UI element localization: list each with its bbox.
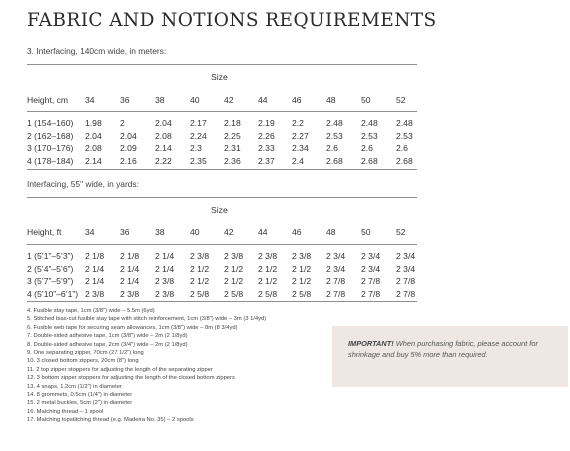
table-cell: 2.22 — [155, 156, 172, 166]
table-cell: 2 1/4 — [85, 264, 105, 274]
table-cell: 2.48 — [361, 118, 378, 128]
list-item: 4. Fusible stay tape, 1cm (3/8") wide – 5.5m (6yd) — [27, 308, 155, 314]
table-rule — [27, 244, 417, 245]
table-cell: 2.18 — [224, 118, 241, 128]
size-column-header: 52 — [396, 227, 406, 237]
table-cell: 2.68 — [326, 156, 343, 166]
table-cell: 2 3/8 — [292, 251, 312, 261]
table-cell: 2.04 — [155, 118, 172, 128]
table-rule — [27, 111, 417, 112]
table-cell: 2 1/2 — [190, 276, 210, 286]
table-cell: 2 1/8 — [120, 251, 140, 261]
size-column-header: 38 — [155, 95, 165, 105]
table-cell: 2 5/8 — [258, 289, 278, 299]
table-cell: 2 3/8 — [120, 289, 140, 299]
table-cell: 2.6 — [396, 143, 408, 153]
table-cell: 2.53 — [361, 131, 378, 141]
row-label: 3 (5’7”–5’9”) — [27, 276, 74, 286]
row-label: 2 (162–168) — [27, 131, 74, 141]
list-item: 13. 4 snaps, 1.2cm (1/2") in diameter — [27, 383, 122, 390]
table-rule — [27, 197, 417, 198]
table-cell: 2.14 — [155, 143, 172, 153]
table-cell: 2.25 — [224, 131, 241, 141]
table-cell: 2 3/8 — [155, 289, 175, 299]
size-column-header: 50 — [361, 227, 371, 237]
row-label: 3 (170–176) — [27, 143, 74, 153]
meters-table-caption: 3. Interfacing, 140cm wide, in meters: — [27, 46, 167, 56]
table-cell: 2 7/8 — [326, 289, 346, 299]
table-cell: 2 3/8 — [224, 251, 244, 261]
table-cell: 2 1/2 — [224, 276, 244, 286]
table-cell: 2.34 — [292, 143, 309, 153]
list-item: 11. 2 top zipper stoppers for adjusting the length of the separating zipper — [27, 366, 213, 373]
list-item: 12. 3 bottom zipper stoppers for adjusting the length of the closed bottom zippers — [27, 375, 235, 382]
table-rule — [27, 169, 417, 170]
size-header: Size — [211, 205, 228, 215]
size-column-header: 34 — [85, 95, 95, 105]
table-cell: 2.24 — [190, 131, 207, 141]
list-item: 5. Stitched bias-cut fusible stay tape with stitch reinforcement, 1cm (3/8") wide – 3m (3 1/4yd) — [27, 316, 267, 323]
table-cell: 2.31 — [224, 143, 241, 153]
table-cell: 2 3/8 — [155, 276, 175, 286]
table-cell: 2.35 — [190, 156, 207, 166]
size-column-header: 46 — [292, 95, 302, 105]
list-item: 17. Matching topstitching thread (e.g. Madeira No. 35) – 2 spools — [27, 417, 194, 424]
size-column-header: 40 — [190, 227, 200, 237]
yards-table-caption: Interfacing, 55" wide, in yards: — [27, 179, 139, 189]
important-note — [332, 326, 568, 387]
table-cell: 2.48 — [396, 118, 413, 128]
list-item: 15. 2 metal buckles, 5cm (2") in diameter — [27, 400, 133, 407]
table-cell: 2 1/4 — [155, 251, 175, 261]
table-cell: 2.08 — [85, 143, 102, 153]
table-cell: 2 — [120, 118, 125, 128]
size-column-header: 50 — [361, 95, 371, 105]
table-cell: 1.98 — [85, 118, 102, 128]
table-cell: 2 1/8 — [85, 251, 105, 261]
table-cell: 2 1/2 — [258, 264, 278, 274]
table-cell: 2 1/4 — [120, 276, 140, 286]
table-cell: 2 3/4 — [361, 251, 381, 261]
table-cell: 2 1/4 — [120, 264, 140, 274]
list-item: 14. 8 grommets, 0.5cm (1/4") in diameter — [27, 392, 133, 399]
size-column-header: 42 — [224, 227, 234, 237]
table-cell: 2 5/8 — [224, 289, 244, 299]
table-cell: 2 3/4 — [396, 264, 416, 274]
table-cell: 2 7/8 — [326, 276, 346, 286]
table-cell: 2.53 — [326, 131, 343, 141]
row-label: 1 (5’1”–5’3”) — [27, 251, 74, 261]
size-column-header: 44 — [258, 95, 268, 105]
size-column-header: 52 — [396, 95, 406, 105]
table-cell: 2 1/4 — [155, 264, 175, 274]
list-item: 9. One separating zipper, 70cm (27 1/2") long — [27, 350, 144, 357]
table-rule — [27, 301, 417, 302]
size-column-header: 34 — [85, 227, 95, 237]
list-item: 7. Double-sided adhesive tape, 1cm (3/8") wide – 2m (2 1/8yd) — [27, 333, 188, 340]
size-column-header: 48 — [326, 95, 336, 105]
table-cell: 2.16 — [120, 156, 137, 166]
table-cell: 2 3/4 — [396, 251, 416, 261]
table-cell: 2.48 — [326, 118, 343, 128]
table-cell: 2 7/8 — [361, 289, 381, 299]
table-cell: 2.3 — [190, 143, 202, 153]
table-cell: 2 3/8 — [190, 251, 210, 261]
size-header: Size — [211, 72, 228, 82]
notions-list — [27, 307, 266, 425]
table-cell: 2.27 — [292, 131, 309, 141]
table-cell: 2.33 — [258, 143, 275, 153]
size-column-header: 40 — [190, 95, 200, 105]
table-cell: 2.36 — [224, 156, 241, 166]
table-cell: 2 1/2 — [292, 264, 312, 274]
important-label: IMPORTANT! — [348, 339, 394, 348]
size-column-header: 44 — [258, 227, 268, 237]
list-item: 6. Fusible web tape for securing seam allowances, 1cm (3/8") wide – 8m (8 3/4yd) — [27, 324, 238, 331]
table-cell: 2.4 — [292, 156, 304, 166]
table-cell: 2 1/2 — [190, 264, 210, 274]
list-item: 10. 3 closed bottom zippers, 20cm (8") long — [27, 358, 139, 365]
table-cell: 2.04 — [85, 131, 102, 141]
table-cell: 2.04 — [120, 131, 137, 141]
table-cell: 2.68 — [361, 156, 378, 166]
row-header: Height, ft — [27, 227, 62, 237]
table-cell: 2.68 — [396, 156, 413, 166]
table-cell: 2 5/8 — [190, 289, 210, 299]
table-cell: 2.09 — [120, 143, 137, 153]
size-column-header: 38 — [155, 227, 165, 237]
row-label: 2 (5’4”–5’6”) — [27, 264, 74, 274]
table-rule — [27, 64, 417, 65]
size-column-header: 42 — [224, 95, 234, 105]
table-cell: 2 1/2 — [258, 276, 278, 286]
table-cell: 2 3/8 — [258, 251, 278, 261]
table-cell: 2 3/4 — [326, 251, 346, 261]
table-cell: 2 3/4 — [361, 264, 381, 274]
table-cell: 2.26 — [258, 131, 275, 141]
list-item: 8. Double-sided adhesive tape, 2cm (3/4") wide – 2m (2 1/8yd) — [27, 341, 188, 348]
table-cell: 2.53 — [396, 131, 413, 141]
table-cell: 2 3/4 — [326, 264, 346, 274]
table-cell: 2.6 — [326, 143, 338, 153]
table-cell: 2.2 — [292, 118, 304, 128]
table-cell: 2 1/2 — [292, 276, 312, 286]
table-cell: 2.08 — [155, 131, 172, 141]
important-text: When purchasing fabric, please account for shrinkage and buy 5% more than required. — [348, 339, 538, 359]
list-item: 16. Matching thread – 1 spool — [27, 408, 104, 415]
table-cell: 2 7/8 — [361, 276, 381, 286]
table-cell: 2 3/8 — [85, 289, 105, 299]
size-column-header: 36 — [120, 95, 130, 105]
table-cell: 2.17 — [190, 118, 207, 128]
table-cell: 2.14 — [85, 156, 102, 166]
table-cell: 2 1/2 — [224, 264, 244, 274]
table-cell: 2 7/8 — [396, 289, 416, 299]
table-cell: 2.19 — [258, 118, 275, 128]
page-title: FABRIC AND NOTIONS REQUIREMENTS — [27, 10, 437, 31]
row-label: 1 (154–160) — [27, 118, 74, 128]
table-cell: 2.6 — [361, 143, 373, 153]
row-header: Height, cm — [27, 95, 69, 105]
table-cell: 2 1/4 — [85, 276, 105, 286]
size-column-header: 36 — [120, 227, 130, 237]
table-cell: 2.37 — [258, 156, 275, 166]
row-label: 4 (178–184) — [27, 156, 74, 166]
size-column-header: 48 — [326, 227, 336, 237]
table-cell: 2 7/8 — [396, 276, 416, 286]
table-cell: 2 5/8 — [292, 289, 312, 299]
size-column-header: 46 — [292, 227, 302, 237]
row-label: 4 (5’10”–6’1”) — [27, 289, 79, 299]
